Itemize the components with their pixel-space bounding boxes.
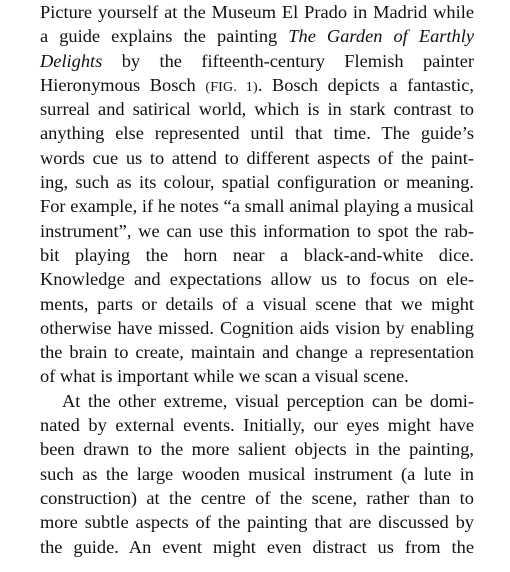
text-span: . Bosch depicts a fantastic, (257, 74, 474, 95)
text-line: otherwise have missed. Cognition aids vision by enabling (40, 317, 474, 338)
text-line (40, 73, 474, 97)
text-line: such as the large wooden musical instrument (a lute in (40, 463, 474, 484)
text-line: nated by external events. Initially, our eyes might have (40, 415, 474, 436)
paragraph-1 (40, 0, 474, 389)
text-line: surreal and satirical world, which is in stark contrast to (40, 99, 474, 120)
text-line: At the other extreme, visual perception can be domi- (62, 390, 474, 411)
text-line (40, 24, 474, 48)
text-line: instrument”, we can use this information to spot the rab- (40, 220, 474, 241)
text-line: more subtle aspects of the painting that are discussed by (40, 512, 474, 533)
text-line: words cue us to attend to different aspects of the paint- (40, 147, 474, 168)
text-line: ing, such as its colour, spatial configuration or meaning. (40, 172, 474, 193)
text-span: a guide explains the painting (40, 26, 289, 47)
painting-title: Delights (40, 50, 103, 71)
text-span: by the fifteenth-century Flemish painter (102, 50, 474, 71)
text-line: construction) at the centre of the scene, rather than to (40, 487, 474, 508)
figure-reference: (FIG. 1) (205, 79, 258, 95)
text-line: the brain to create, maintain and change a representation (40, 342, 474, 363)
paragraph-2 (40, 389, 474, 559)
text-line (40, 49, 474, 73)
text-span: Hieronymous Bosch (40, 74, 206, 95)
text-line: been drawn to the more salient objects in the painting, (40, 439, 474, 460)
text-line: Knowledge and expectations allow us to focus on ele- (40, 269, 474, 290)
text-line: For example, if he notes “a small animal playing a musical (40, 196, 474, 217)
painting-title: The Garden of Earthly (288, 26, 474, 47)
text-line: anything else represented until that time. The guide’s (40, 123, 474, 144)
text-line: of what is important while we scan a visual scene. (40, 366, 409, 387)
text-line: Picture yourself at the Museum El Prado in Madrid while (40, 2, 474, 22)
text-line: bit playing the horn near a black-and-white dice. (40, 244, 474, 265)
article-text (40, 0, 474, 559)
text-line: ments, parts or details of a visual scene that we might (40, 293, 474, 314)
text-line: the guide. An event might even distract us from the (40, 536, 474, 557)
